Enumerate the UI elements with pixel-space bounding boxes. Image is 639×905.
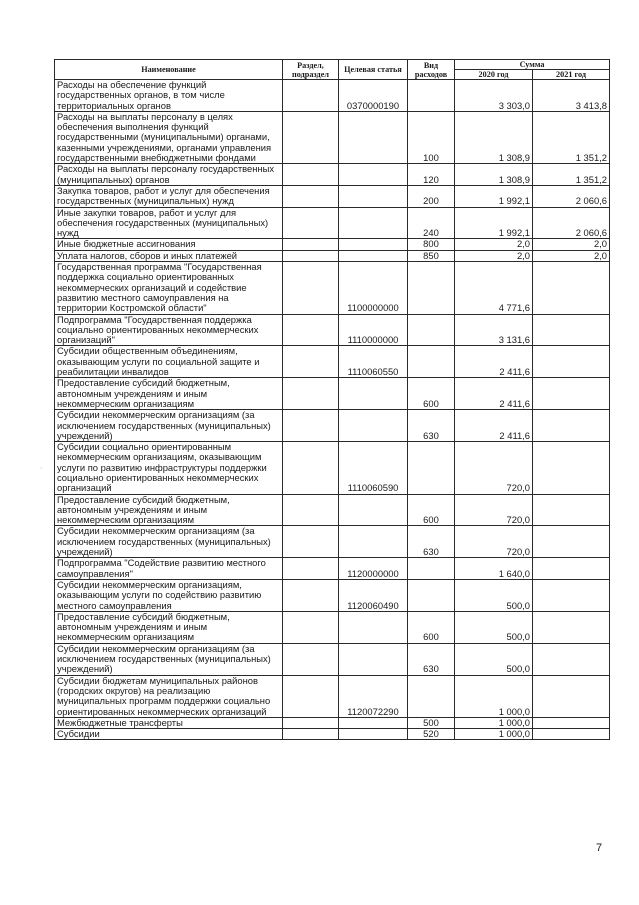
table-row bbox=[55, 558, 610, 580]
row-sum-2020-cell: 4 771,6 bbox=[455, 262, 533, 314]
row-section-cell bbox=[283, 494, 339, 526]
table-row bbox=[55, 494, 610, 526]
row-sum-2020-cell: 1 640,0 bbox=[455, 558, 533, 580]
row-target-cell bbox=[339, 494, 408, 526]
row-sum-2020-cell: 500,0 bbox=[455, 579, 533, 611]
row-sum-2020-cell: 2 411,6 bbox=[455, 346, 533, 378]
row-name-cell: Иные закупки товаров, работ и услуг для обеспечения государственных (муниципальных) нужд bbox=[55, 207, 283, 239]
row-name-cell: Государственная программа "Государственная поддержка социально ориентированных некоммерческих организаций и содействие развитию местного самоуправления на территории Костромской области" bbox=[55, 262, 283, 314]
table-row bbox=[55, 80, 610, 112]
row-sum-2020-cell: 3 303,0 bbox=[455, 80, 533, 112]
row-section-cell bbox=[283, 207, 339, 239]
header-expense-type: Вид расходов bbox=[408, 60, 455, 80]
row-sum-2021-cell bbox=[533, 717, 610, 728]
row-expense-type-cell: 520 bbox=[408, 729, 455, 740]
table-row bbox=[55, 250, 610, 261]
row-section-cell bbox=[283, 111, 339, 163]
row-sum-2021-cell bbox=[533, 346, 610, 378]
row-sum-2021-cell bbox=[533, 675, 610, 717]
row-sum-2021-cell bbox=[533, 410, 610, 442]
row-section-cell bbox=[283, 262, 339, 314]
row-sum-2020-cell: 1 308,9 bbox=[455, 164, 533, 186]
header-target: Целевая статья bbox=[339, 60, 408, 80]
row-name-cell: Подпрограмма "Содействие развитию местного самоуправления" bbox=[55, 558, 283, 580]
table-row bbox=[55, 729, 610, 740]
row-sum-2021-cell bbox=[533, 579, 610, 611]
row-section-cell bbox=[283, 643, 339, 675]
table-row bbox=[55, 239, 610, 250]
row-sum-2021-cell bbox=[533, 729, 610, 740]
row-sum-2021-cell: 2,0 bbox=[533, 239, 610, 250]
row-expense-type-cell: 600 bbox=[408, 378, 455, 410]
row-target-cell bbox=[339, 207, 408, 239]
row-name-cell: Подпрограмма "Государственная поддержка социально ориентированных некоммерческих организаций" bbox=[55, 314, 283, 346]
row-expense-type-cell bbox=[408, 262, 455, 314]
row-sum-2020-cell: 1 000,0 bbox=[455, 729, 533, 740]
row-expense-type-cell bbox=[408, 558, 455, 580]
table-row bbox=[55, 185, 610, 207]
row-sum-2020-cell: 720,0 bbox=[455, 526, 533, 558]
row-target-cell bbox=[339, 729, 408, 740]
row-sum-2021-cell: 1 351,2 bbox=[533, 111, 610, 163]
row-sum-2020-cell: 2,0 bbox=[455, 250, 533, 261]
row-expense-type-cell: 600 bbox=[408, 494, 455, 526]
row-expense-type-cell bbox=[408, 314, 455, 346]
row-target-cell bbox=[339, 111, 408, 163]
row-sum-2020-cell: 1 992,1 bbox=[455, 207, 533, 239]
table-row bbox=[55, 579, 610, 611]
row-section-cell bbox=[283, 442, 339, 494]
table-row bbox=[55, 675, 610, 717]
row-section-cell bbox=[283, 579, 339, 611]
row-target-cell bbox=[339, 239, 408, 250]
table-row bbox=[55, 378, 610, 410]
row-sum-2020-cell: 2 411,6 bbox=[455, 378, 533, 410]
row-name-cell: Расходы на выплаты персоналу в целях обеспечения выполнения функций государственными (муниципальными) органами, казенными учреждениями, органами управления государственными внебюджетными фондами bbox=[55, 111, 283, 163]
table-row bbox=[55, 314, 610, 346]
row-section-cell bbox=[283, 729, 339, 740]
row-sum-2020-cell: 1 000,0 bbox=[455, 675, 533, 717]
row-target-cell: 1120060490 bbox=[339, 579, 408, 611]
table-row bbox=[55, 164, 610, 186]
row-target-cell bbox=[339, 378, 408, 410]
row-sum-2021-cell bbox=[533, 262, 610, 314]
row-name-cell: Субсидии некоммерческим организациям (за исключением государственных (муниципальных) учреждений) bbox=[55, 643, 283, 675]
row-sum-2021-cell bbox=[533, 378, 610, 410]
header-name: Наименование bbox=[55, 60, 283, 80]
row-sum-2020-cell: 500,0 bbox=[455, 611, 533, 643]
row-sum-2021-cell: 2 060,6 bbox=[533, 185, 610, 207]
row-expense-type-cell: 120 bbox=[408, 164, 455, 186]
row-target-cell: 1120000000 bbox=[339, 558, 408, 580]
header-sum: Сумма bbox=[455, 60, 610, 70]
row-expense-type-cell: 630 bbox=[408, 410, 455, 442]
table-body bbox=[55, 80, 610, 740]
row-target-cell bbox=[339, 717, 408, 728]
row-name-cell: Закупка товаров, работ и услуг для обеспечения государственных (муниципальных) нужд bbox=[55, 185, 283, 207]
row-sum-2021-cell bbox=[533, 558, 610, 580]
row-name-cell: Предоставление субсидий бюджетным, автономным учреждениям и иным некоммерческим организациям bbox=[55, 494, 283, 526]
row-sum-2021-cell bbox=[533, 643, 610, 675]
row-section-cell bbox=[283, 378, 339, 410]
row-expense-type-cell: 600 bbox=[408, 611, 455, 643]
row-name-cell: Предоставление субсидий бюджетным, автономным учреждениям и иным некоммерческим организациям bbox=[55, 611, 283, 643]
table-row bbox=[55, 346, 610, 378]
row-sum-2021-cell: 2,0 bbox=[533, 250, 610, 261]
table-row bbox=[55, 526, 610, 558]
row-sum-2020-cell: 500,0 bbox=[455, 643, 533, 675]
row-section-cell bbox=[283, 717, 339, 728]
row-sum-2021-cell bbox=[533, 611, 610, 643]
row-sum-2020-cell: 1 000,0 bbox=[455, 717, 533, 728]
row-section-cell bbox=[283, 611, 339, 643]
row-target-cell: 1120072290 bbox=[339, 675, 408, 717]
table-row bbox=[55, 410, 610, 442]
row-sum-2021-cell bbox=[533, 314, 610, 346]
row-section-cell bbox=[283, 164, 339, 186]
row-name-cell: Уплата налогов, сборов и иных платежей bbox=[55, 250, 283, 261]
row-sum-2020-cell: 2,0 bbox=[455, 239, 533, 250]
table-header bbox=[55, 60, 610, 80]
row-expense-type-cell: 240 bbox=[408, 207, 455, 239]
row-section-cell bbox=[283, 239, 339, 250]
row-target-cell: 1110060590 bbox=[339, 442, 408, 494]
row-section-cell bbox=[283, 526, 339, 558]
row-section-cell bbox=[283, 80, 339, 112]
row-name-cell: Расходы на выплаты персоналу государственных (муниципальных) органов bbox=[55, 164, 283, 186]
row-name-cell: Предоставление субсидий бюджетным, автономным учреждениям и иным некоммерческим организациям bbox=[55, 378, 283, 410]
row-sum-2020-cell: 1 308,9 bbox=[455, 111, 533, 163]
row-sum-2020-cell: 720,0 bbox=[455, 442, 533, 494]
row-expense-type-cell: 630 bbox=[408, 526, 455, 558]
row-name-cell: Межбюджетные трансферты bbox=[55, 717, 283, 728]
row-sum-2021-cell: 3 413,8 bbox=[533, 80, 610, 112]
row-sum-2021-cell: 1 351,2 bbox=[533, 164, 610, 186]
row-target-cell: 1110000000 bbox=[339, 314, 408, 346]
row-target-cell bbox=[339, 643, 408, 675]
row-expense-type-cell: 200 bbox=[408, 185, 455, 207]
row-expense-type-cell: 100 bbox=[408, 111, 455, 163]
row-sum-2020-cell: 1 992,1 bbox=[455, 185, 533, 207]
header-year-2020: 2020 год bbox=[455, 70, 533, 80]
row-expense-type-cell bbox=[408, 442, 455, 494]
row-name-cell: Субсидии bbox=[55, 729, 283, 740]
row-sum-2021-cell bbox=[533, 494, 610, 526]
table-row bbox=[55, 611, 610, 643]
page-number: 7 bbox=[596, 842, 603, 854]
row-expense-type-cell bbox=[408, 579, 455, 611]
row-target-cell: 0370000190 bbox=[339, 80, 408, 112]
row-expense-type-cell: 850 bbox=[408, 250, 455, 261]
margin-mark: · bbox=[40, 465, 43, 472]
row-target-cell: 1100000000 bbox=[339, 262, 408, 314]
row-name-cell: Иные бюджетные ассигнования bbox=[55, 239, 283, 250]
table-row bbox=[55, 717, 610, 728]
table-row bbox=[55, 643, 610, 675]
row-name-cell: Субсидии бюджетам муниципальных районов (городских округов) на реализацию муниципальных программ поддержки социально ориентированных некоммерческих организаций bbox=[55, 675, 283, 717]
row-expense-type-cell bbox=[408, 80, 455, 112]
row-name-cell: Субсидии некоммерческим организациям (за исключением государственных (муниципальных) учреждений) bbox=[55, 526, 283, 558]
row-section-cell bbox=[283, 250, 339, 261]
row-target-cell bbox=[339, 410, 408, 442]
table-row bbox=[55, 111, 610, 163]
table-row bbox=[55, 442, 610, 494]
table-row bbox=[55, 262, 610, 314]
row-expense-type-cell bbox=[408, 346, 455, 378]
row-section-cell bbox=[283, 675, 339, 717]
row-section-cell bbox=[283, 185, 339, 207]
row-target-cell bbox=[339, 185, 408, 207]
row-name-cell: Субсидии некоммерческим организациям (за исключением государственных (муниципальных) учреждений) bbox=[55, 410, 283, 442]
row-sum-2021-cell bbox=[533, 442, 610, 494]
row-target-cell: 1110060550 bbox=[339, 346, 408, 378]
row-name-cell: Субсидии некоммерческим организациям, оказывающим услуги по содействию развитию местного самоуправления bbox=[55, 579, 283, 611]
row-sum-2020-cell: 2 411,6 bbox=[455, 410, 533, 442]
row-section-cell bbox=[283, 346, 339, 378]
row-name-cell: Субсидии общественным объединениям, оказывающим услуги по социальной защите и реабилитации инвалидов bbox=[55, 346, 283, 378]
row-sum-2020-cell: 720,0 bbox=[455, 494, 533, 526]
row-target-cell bbox=[339, 526, 408, 558]
row-sum-2021-cell bbox=[533, 526, 610, 558]
budget-table bbox=[54, 59, 610, 740]
row-expense-type-cell: 800 bbox=[408, 239, 455, 250]
row-expense-type-cell bbox=[408, 675, 455, 717]
row-section-cell bbox=[283, 558, 339, 580]
row-name-cell: Субсидии социально ориентированным некоммерческим организациям, оказывающим услуги по развитию инфраструктуры поддержки социально ориентированных некоммерческих организаций bbox=[55, 442, 283, 494]
row-target-cell bbox=[339, 611, 408, 643]
row-sum-2020-cell: 3 131,6 bbox=[455, 314, 533, 346]
row-sum-2021-cell: 2 060,6 bbox=[533, 207, 610, 239]
row-target-cell bbox=[339, 250, 408, 261]
row-section-cell bbox=[283, 410, 339, 442]
header-year-2021: 2021 год bbox=[533, 70, 610, 80]
row-expense-type-cell: 630 bbox=[408, 643, 455, 675]
table-row bbox=[55, 207, 610, 239]
row-target-cell bbox=[339, 164, 408, 186]
row-section-cell bbox=[283, 314, 339, 346]
row-name-cell: Расходы на обеспечение функций государственных органов, в том числе территориальных органов bbox=[55, 80, 283, 112]
header-section: Раздел, подраздел bbox=[283, 60, 339, 80]
row-expense-type-cell: 500 bbox=[408, 717, 455, 728]
